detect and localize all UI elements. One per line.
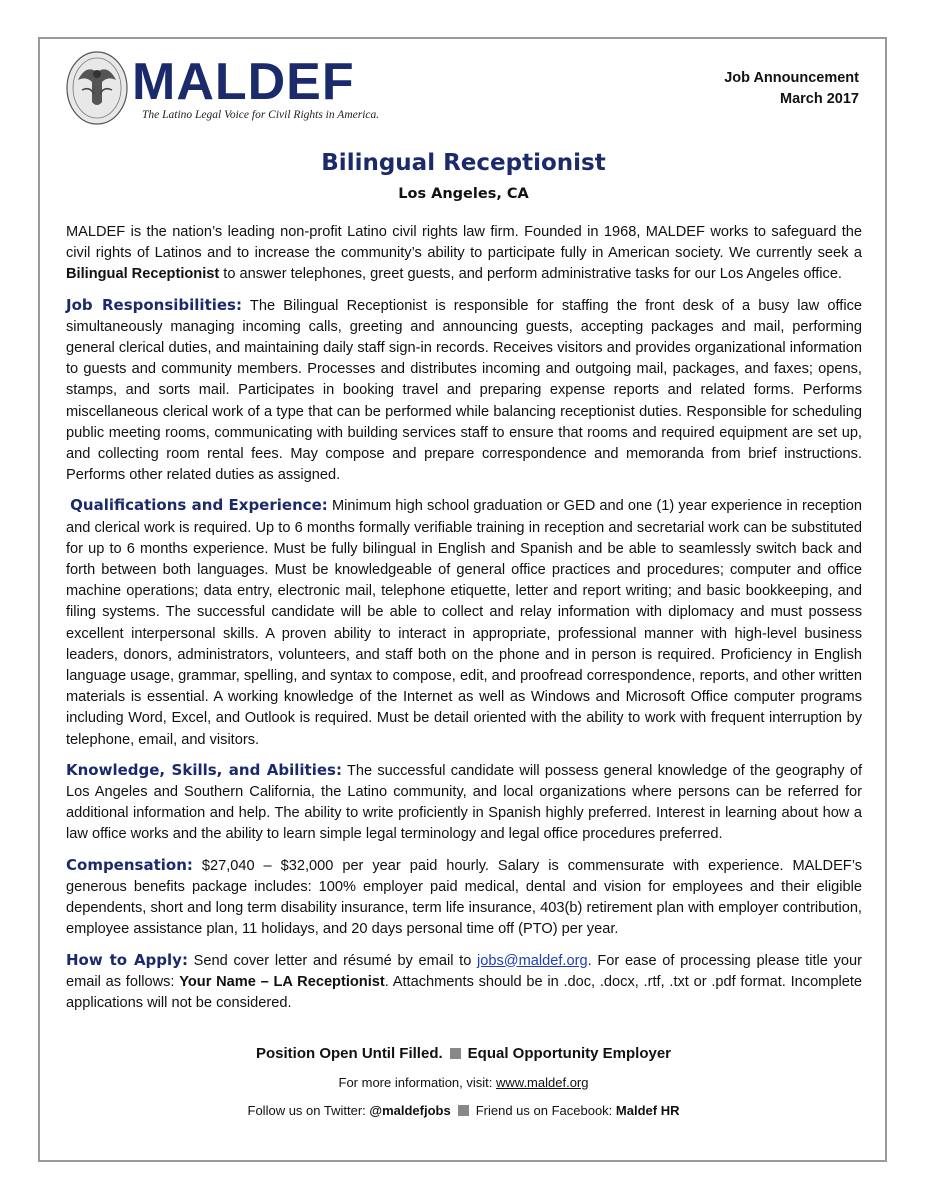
ksa-text: The successful candidate will possess general knowledge of the geography of Los Angeles and Southern California, the Latino community, and local organizations where persons can be referred for additional information and help. The ability to write proficiently in Spanish highly preferred. Interest in learning about how a law office works and the ability to learn simple legal terminology and legal office procedures preferred. bbox=[66, 762, 862, 843]
intro-paragraph bbox=[66, 222, 862, 286]
compensation-heading: Compensation: bbox=[66, 855, 193, 874]
announcement-block bbox=[724, 68, 859, 110]
ksa-section bbox=[66, 760, 862, 846]
ksa-heading: Knowledge, Skills, and Abilities: bbox=[66, 760, 342, 779]
intro-text-b: to answer telephones, greet guests, and perform administrative tasks for our Los Angeles office. bbox=[219, 266, 842, 283]
website-link[interactable]: www.maldef.org bbox=[496, 1075, 589, 1090]
twitter-label: Follow us on Twitter: bbox=[247, 1103, 370, 1118]
job-description bbox=[66, 222, 862, 1023]
apply-subject: Your Name – LA Receptionist bbox=[179, 973, 385, 990]
footer bbox=[0, 1042, 927, 1122]
qualifications-section bbox=[66, 495, 862, 750]
eagle-emblem-icon bbox=[66, 50, 128, 125]
apply-text-a: Send cover letter and résumé by email to bbox=[187, 952, 478, 969]
separator-square-icon bbox=[458, 1105, 469, 1116]
qualifications-heading: Qualifications and Experience: bbox=[70, 496, 328, 515]
logo-tagline: The Latino Legal Voice for Civil Rights in America. bbox=[142, 109, 380, 121]
intro-position-bold: Bilingual Receptionist bbox=[66, 266, 220, 283]
qualifications-text: Minimum high school graduation or GED and one (1) year experience in reception and clerical work is required. Up to 6 months formally verifiable training in reception and secretarial work can be substituted for up to 6 months experience. Must be fully bilingual in English and Spanish and be able to seamlessly switch back and forth between both languages. Must be knowledgeable of general office practices and procedures; computer and office machine operations; data entry, electronic mail, telephone etiquette, letter and report writing; and basic bookkeeping, and filing systems. The successful candidate will be able to collect and relay information with diplomacy and must possess excellent interpersonal skills. A proven ability to interact in appropriate, professional manner with high-level business leaders, donors, administrators, volunteers, and staff both on the phone and in person is required. Proficiency in English language usage, grammar, spelling, and syntax to compose, edit, and proofread correspondence, reports, and other written materials is essential. A working knowledge of the Internet as well as Windows and Microsoft Office computer programs including Word, Excel, and Outlook is required. Must be detail oriented with the ability to work with frequent interruption by telephone, email, and visitors. bbox=[66, 498, 862, 748]
more-info-label: For more information, visit: bbox=[338, 1075, 496, 1090]
logo-wordmark: MALDEF bbox=[132, 53, 355, 111]
footer-status-line bbox=[0, 1042, 927, 1066]
job-title: Bilingual Receptionist bbox=[321, 150, 606, 176]
apply-text-c: . Attachments should be in .doc, .docx, .rtf, .txt or .pdf format. Incomplete applications will not be considered. bbox=[66, 973, 862, 1011]
responsibilities-heading: Job Responsibilities: bbox=[66, 295, 242, 314]
announcement-label: Job Announcement bbox=[724, 70, 859, 86]
compensation-section bbox=[66, 855, 862, 941]
position-open-text: Position Open Until Filled. bbox=[255, 1045, 443, 1062]
footer-more-info bbox=[0, 1072, 927, 1094]
footer-social bbox=[0, 1100, 927, 1122]
intro-text-a: MALDEF is the nation’s leading non-profit Latino civil rights law firm. Founded in 1968, MALDEF works to safeguard the civil rights of Latinos and to increase the community’s ability to participate fully in American society. We currently seek a bbox=[66, 224, 862, 262]
facebook-name[interactable]: Maldef HR bbox=[615, 1103, 680, 1118]
eoe-text: Equal Opportunity Employer bbox=[467, 1045, 672, 1062]
twitter-handle[interactable]: @maldefjobs bbox=[369, 1103, 451, 1118]
job-location: Los Angeles, CA bbox=[398, 186, 529, 202]
separator-square-icon bbox=[450, 1048, 461, 1059]
apply-text-b: . For ease of processing please title your email as follows: bbox=[66, 952, 862, 990]
maldef-logo bbox=[66, 50, 382, 128]
responsibilities-text: The Bilingual Receptionist is responsible for staffing the front desk of a busy law office simultaneously managing incoming calls, greeting and announcing guests, accepting packages and mail, performing general clerical duties, and maintaining daily staff sign-in records. Receives visitors and provides organizational information to guests and community members. Processes and distributes incoming and outgoing mail, packages, and faxes; opens, stamps, and sorts mail. Participates in booking travel and preparing expense reports and related forms. Performs miscellaneous clerical work of a type that can be performed while balancing receptionist duties. Responsible for scheduling public meeting rooms, communicating with building services staff to ensure that rooms and required equipment are set up, and collecting room rental fees. May compose and prepare correspondence and memoranda from brief instructions. Performs other related duties as assigned. bbox=[66, 297, 862, 484]
facebook-label: Friend us on Facebook: bbox=[475, 1103, 616, 1118]
apply-section bbox=[66, 950, 862, 1015]
compensation-text: $27,040 – $32,000 per year paid hourly. Salary is commensurate with experience. MALDEF’s generous benefits package includes: 100% employer paid medical, dental and vision for employees and their eligible dependents, short and long term disability insurance, term life insurance, 403(b) retirement plan with employer contribution, employee assistance plan, 11 holidays, and 20 days personal time off (PTO) per year. bbox=[66, 857, 862, 938]
apply-email-link[interactable]: jobs@maldef.org bbox=[477, 952, 588, 969]
announcement-date: March 2017 bbox=[780, 91, 859, 107]
apply-heading: How to Apply: bbox=[66, 950, 188, 969]
responsibilities-section bbox=[66, 295, 862, 487]
